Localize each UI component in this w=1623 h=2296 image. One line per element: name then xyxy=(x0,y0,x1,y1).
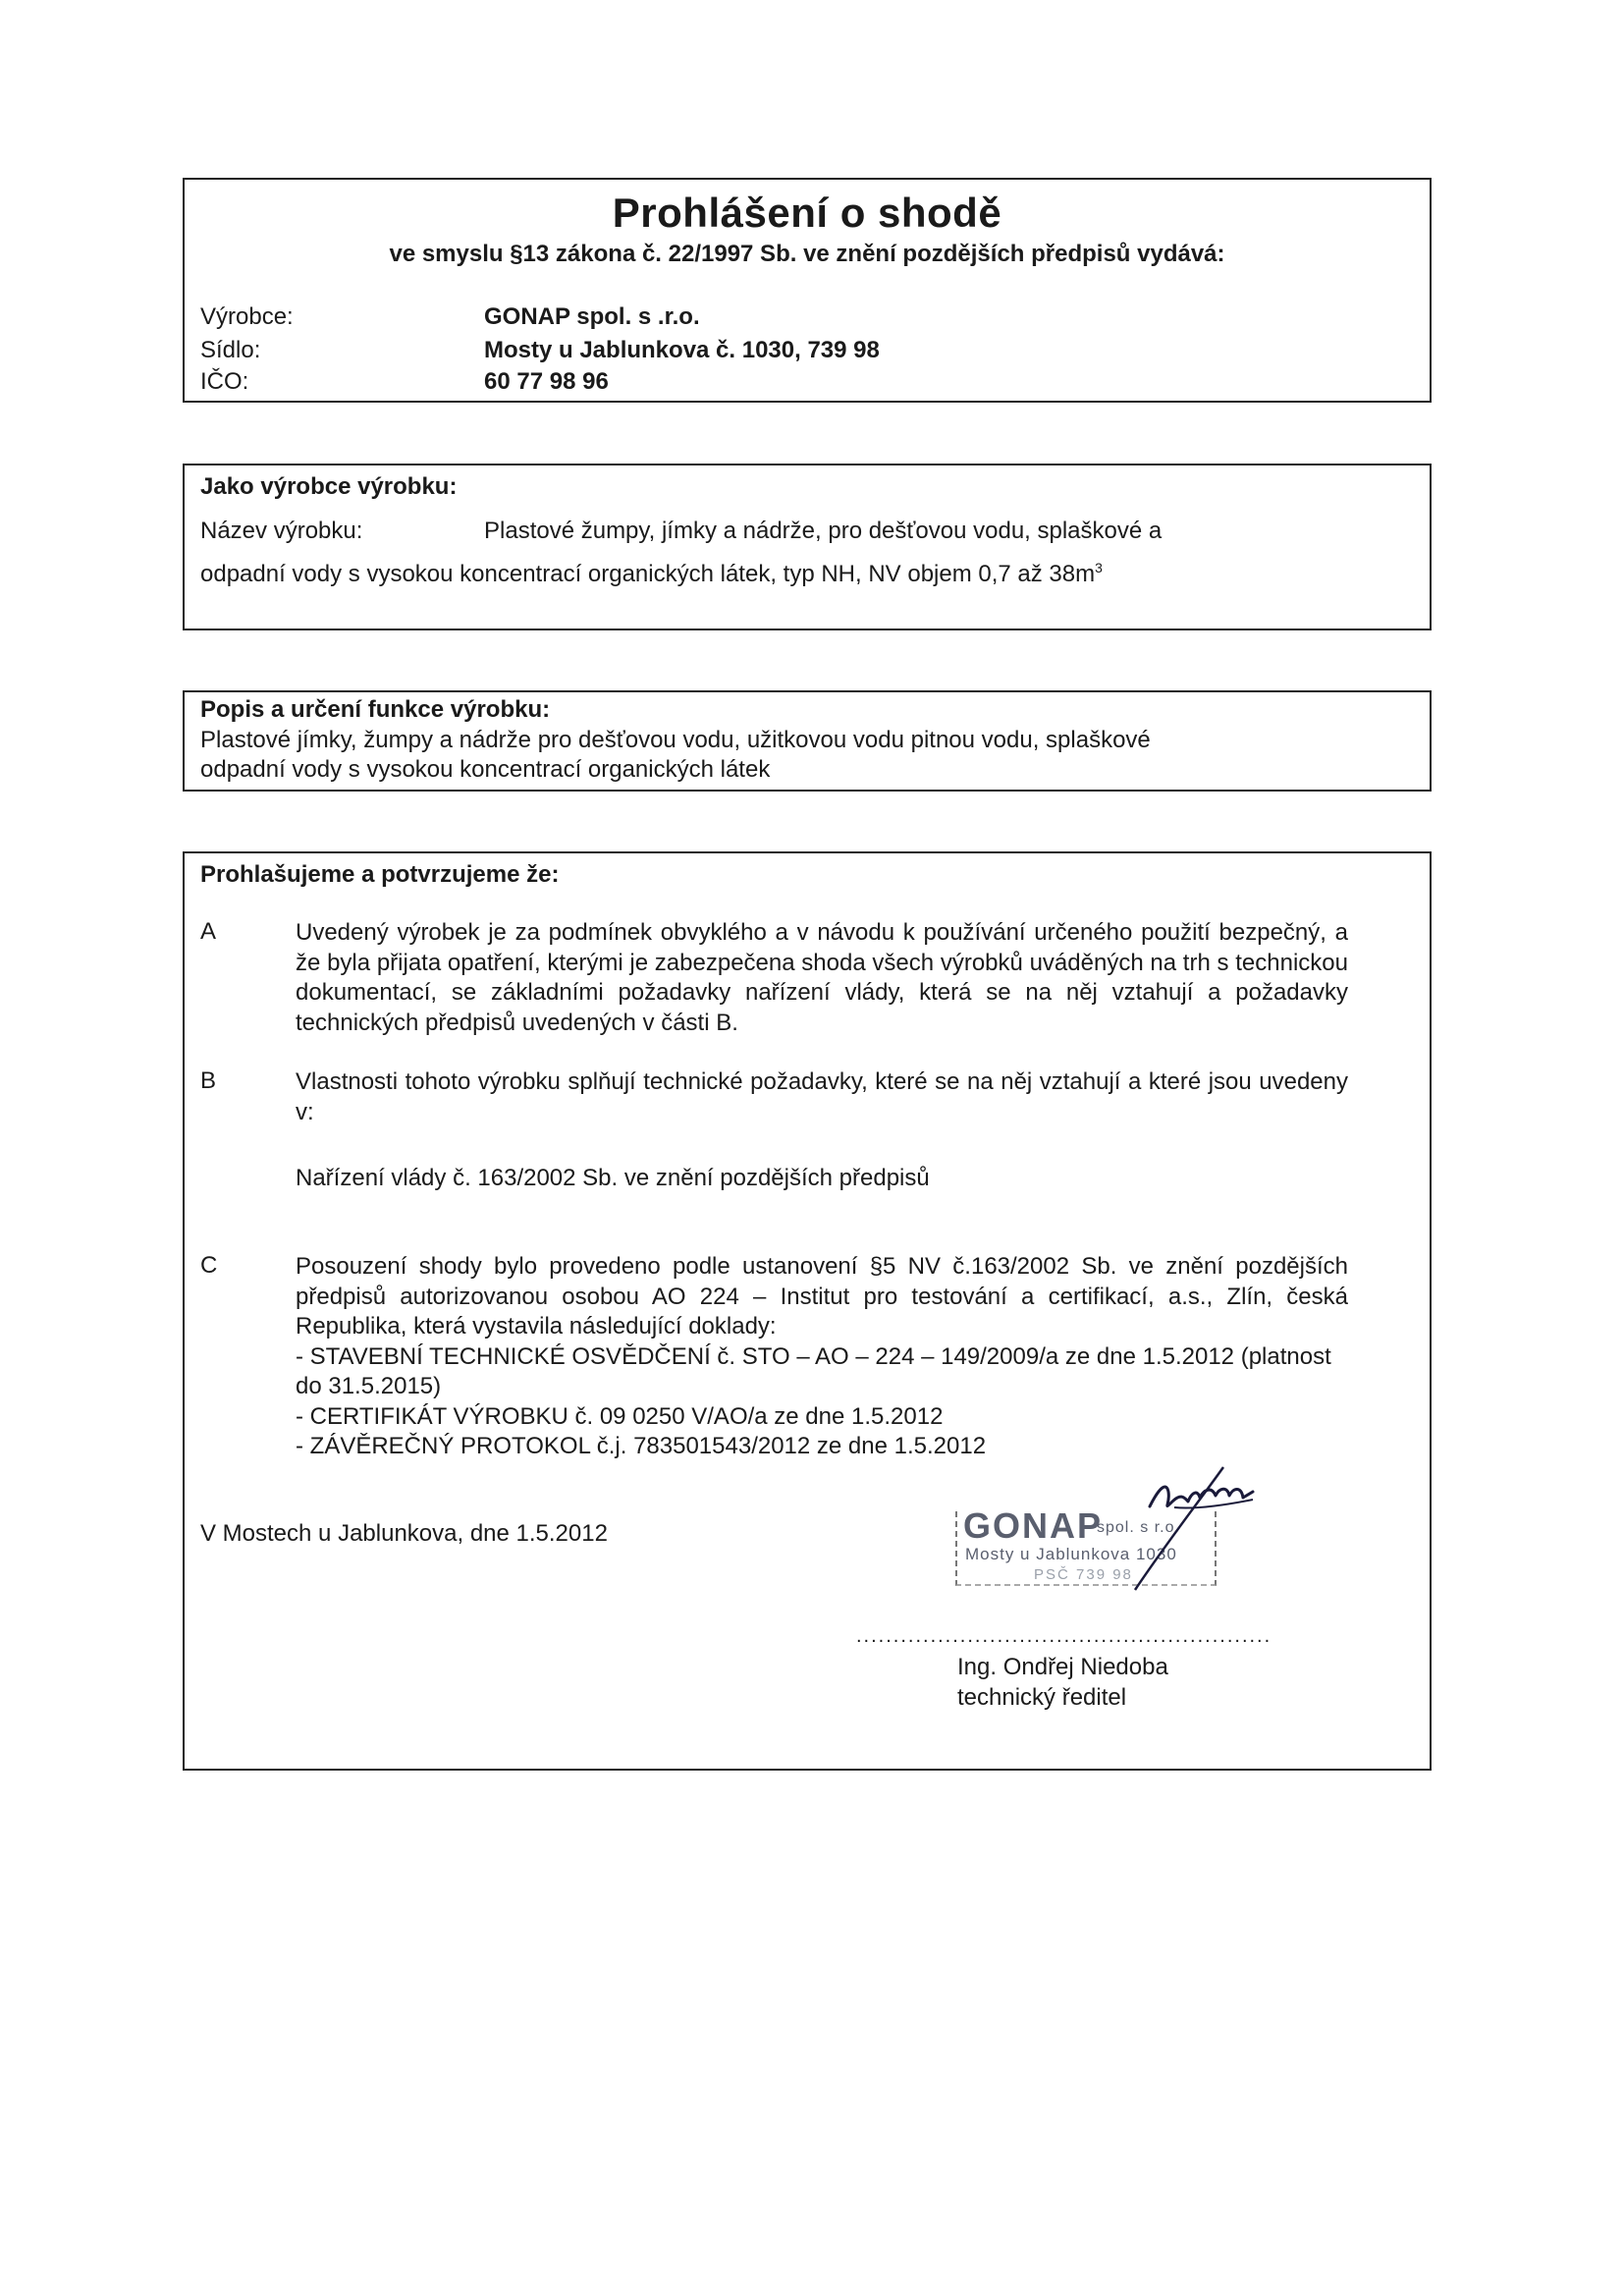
product-name-line2: odpadní vody s vysokou koncentrací organických látek, typ NH, NV objem 0,7 až $38m^3$ xyxy=(200,560,1103,587)
handwritten-signature xyxy=(1106,1443,1302,1600)
product-name-line1: Plastové žumpy, jímky a nádrže, pro dešťovou vodu, splaškové a xyxy=(484,518,1163,544)
description-heading: Popis a určení funkce výrobku: xyxy=(200,696,551,723)
section-a-text xyxy=(296,918,1348,1038)
manufacturer-label: Výrobce: xyxy=(200,303,294,330)
signer-title: technický ředitel xyxy=(957,1684,1127,1711)
description-line1: Plastové jímky, žumpy a nádrže pro dešťovou vodu, užitkovou vodu pitnou vodu, splaškové xyxy=(200,727,1151,753)
description-line2: odpadní vody s vysokou koncentrací organických látek xyxy=(200,756,771,783)
product-heading: Jako výrobce výrobku: xyxy=(200,473,458,500)
stamp-brand-suffix: spol. s r.o. xyxy=(1097,1519,1180,1536)
signer-name: Ing. Ondřej Niedoba xyxy=(957,1654,1168,1680)
stamp-address: Mosty u Jablunkova 1030 xyxy=(965,1545,1177,1563)
section-c-text xyxy=(296,1252,1348,1462)
regulation-reference: Nařízení vlády č. 163/2002 Sb. ve znění pozdějších předpisů xyxy=(296,1165,930,1191)
product-name-label: Název výrobku: xyxy=(200,518,363,544)
signer-block xyxy=(957,1652,1168,1713)
header-box xyxy=(183,178,1432,403)
document-item: - ZÁVĚREČNÝ PROTOKOL č.j. 783501543/2012 ze dne 1.5.2012 xyxy=(296,1433,987,1459)
seat-value: Mosty u Jablunkova č. 1030, 739 98 xyxy=(484,337,880,363)
stamp-brand: GONAP xyxy=(963,1505,1104,1546)
document-item: - STAVEBNÍ TECHNICKÉ OSVĚDČENÍ č. STO – AO – 224 – 149/2009/a ze dne 1.5.2012 (platnost do 31.5.2015) xyxy=(296,1342,1331,1399)
signature-line: ........................................................ xyxy=(856,1625,1272,1647)
section-c-letter: C xyxy=(200,1252,218,1279)
document-title: Prohlášení o shodě xyxy=(612,190,1002,236)
description-box xyxy=(183,690,1432,792)
section-a-paragraph: Uvedený výrobek je za podmínek obvyklého a v návodu k používání určeného použití bezpečný, a že byla přijata opatření, kterými je zabezpečena shoda všech výrobků uváděných na trh s technickou dokumentací, se základními požadavky nařízení vlády, která se na něj vztahují a požadavky technických předpisů uvedených v části B. xyxy=(296,919,1348,1036)
superscript-cubed: 3 xyxy=(1095,560,1103,575)
ico-label: IČO: xyxy=(200,368,249,395)
stamp-postal: PSČ 739 98 xyxy=(1034,1566,1133,1583)
seat-label: Sídlo: xyxy=(200,337,261,363)
section-b-paragraph: Vlastnosti tohoto výrobku splňují technické požadavky, které se na něj vztahují a které jsou uvedeny v: xyxy=(296,1068,1348,1125)
section-c-paragraph: Posouzení shody bylo provedeno podle ustanovení §5 NV č.163/2002 Sb. ve znění pozdějších předpisů autorizovanou osobou AO 224 – Institut pro testování a certifikací, a.s., Zlín, česká Republika, která vystavila následující doklady: xyxy=(296,1253,1348,1339)
product-box xyxy=(183,464,1432,630)
manufacturer-value: GONAP spol. s .r.o. xyxy=(484,303,700,330)
declaration-box xyxy=(183,851,1432,1771)
place-date: V Mostech u Jablunkova, dne 1.5.2012 xyxy=(200,1520,608,1547)
declaration-heading: Prohlašujeme a potvrzujeme že: xyxy=(200,861,560,888)
document-item: - CERTIFIKÁT VÝROBKU č. 09 0250 V/AO/a ze dne 1.5.2012 xyxy=(296,1402,944,1430)
section-a-letter: A xyxy=(200,918,217,945)
section-b-letter: B xyxy=(200,1067,217,1094)
document-subtitle: ve smyslu §13 zákona č. 22/1997 Sb. ve znění pozdějších předpisů vydává: xyxy=(389,241,1225,267)
section-b-text xyxy=(296,1067,1348,1127)
section-b-regulation xyxy=(296,1164,1348,1194)
ico-value: 60 77 98 96 xyxy=(484,368,609,395)
